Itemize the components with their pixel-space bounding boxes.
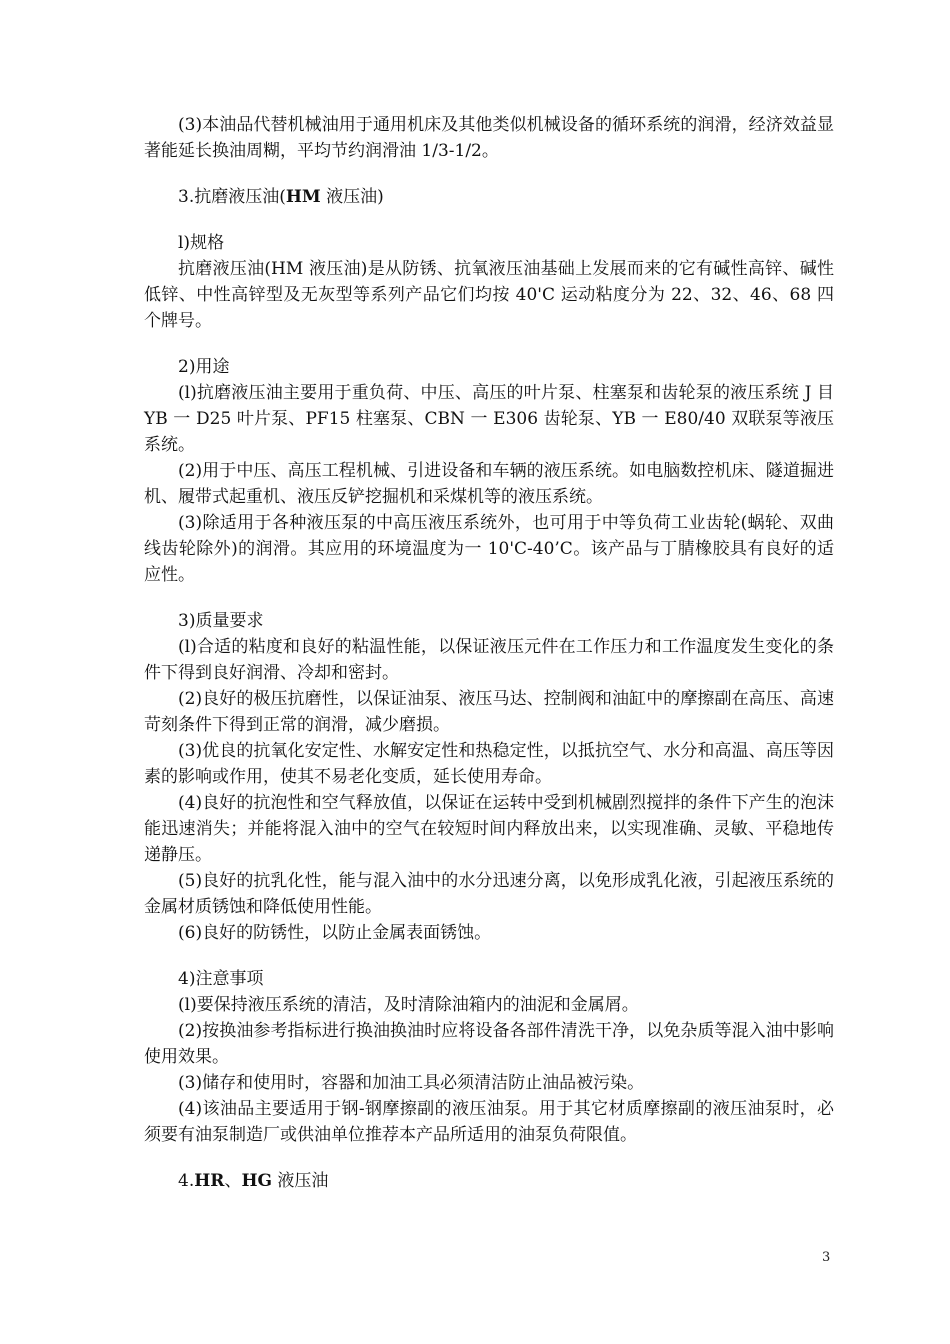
section-3-title-prefix: 3.抗磨液压油( (178, 187, 286, 207)
quality-item-6: (6)良好的防锈性，以防止金属表面锈蚀。 (178, 923, 492, 943)
use-item-1: (l)抗磨液压油主要用于重负荷、中压、高压的叶片泵、柱塞泵和齿轮泵的液压系统 J 目 YB 一 D25 叶片泵、PF15 柱塞泵、CBN 一 E306 齿轮泵、YB 一 E80/40 双联泵等液压系统。 (144, 383, 834, 455)
quality-item-4: (4)良好的抗泡性和空气释放值，以保证在运转中受到机械剧烈搅拌的条件下产生的泡沫能迅速消失；并能将混入油中的空气在较短时间内释放出来，以实现准确、灵敏、平稳地传递静压。 (144, 793, 834, 865)
section-4-title-suffix: 液压油 (272, 1171, 329, 1191)
quality-item-5: (5)良好的抗乳化性，能与混入油中的水分迅速分离，以免形成乳化液，引起液压系统的金属材质锈蚀和降低使用性能。 (144, 871, 834, 917)
quality-heading: 3)质量要求 (178, 611, 264, 631)
spec-paragraph: 抗磨液压油(HM 液压油)是从防锈、抗氧液压油基础上发展而来的它有碱性高锌、碱性低锌、中性高锌型及无灰型等系列产品它们均按 40'C 运动粘度分为 22、32、46、68 四个牌号。 (144, 259, 834, 331)
quality-item-3: (3)优良的抗氧化安定性、水解安定性和热稳定性，以抵抗空气、水分和高温、高压等因素的影响或作用，使其不易老化变质，延长使用寿命。 (144, 741, 834, 787)
section-3-title-bold: HM (285, 187, 321, 207)
spacer (144, 210, 834, 230)
use-item-2: (2)用于中压、高压工程机械、引进设备和车辆的液压系统。如电脑数控机床、隧道掘进机、履带式起重机、液压反铲挖掘机和采煤机等的液压系统。 (144, 461, 834, 507)
section-4-title-prefix: 4. (178, 1171, 195, 1191)
notes-item-4: (4)该油品主要适用于钢-钢摩擦副的液压油泵。用于其它材质摩擦副的液压油泵时，必须要有油泵制造厂或供油单位推荐本产品所适用的油泵负荷限值。 (144, 1099, 834, 1145)
spacer (144, 164, 834, 184)
document-body (144, 112, 834, 1194)
spacer (144, 334, 834, 354)
spacer (144, 588, 834, 608)
use-heading: 2)用途 (178, 357, 230, 377)
section-4-title-bold-hr: HR (194, 1171, 225, 1191)
notes-item-3: (3)储存和使用时，容器和加油工具必须清洁防止油品被污染。 (178, 1073, 645, 1093)
quality-item-2: (2)良好的极压抗磨性，以保证油泵、液压马达、控制阀和油缸中的摩擦副在高压、高速苛刻条件下得到正常的润滑，减少磨损。 (144, 689, 834, 735)
section-4-title (144, 1168, 834, 1194)
intro-paragraph: (3)本油品代替机械油用于通用机床及其他类似机械设备的循环系统的润滑，经济效益显著能延长换油周糊，平均节约润滑油 1/3-1/2。 (144, 115, 834, 161)
notes-heading: 4)注意事项 (178, 969, 264, 989)
quality-item-1: (l)合适的粘度和良好的粘温性能，以保证液压元件在工作压力和工作温度发生变化的条件下得到良好润滑、冷却和密封。 (144, 637, 834, 683)
section-4-title-bold-hg: HG (241, 1171, 273, 1191)
spacer (144, 946, 834, 966)
use-item-3: (3)除适用于各种液压泵的中高压液压系统外，也可用于中等负荷工业齿轮(蜗轮、双曲线齿轮除外)的润滑。其应用的环境温度为一 10'C-40’C。该产品与丁腈橡胶具有良好的适应性。 (144, 513, 834, 585)
section-3-title-suffix: 液压油) (320, 187, 384, 207)
spec-heading: l)规格 (178, 233, 225, 253)
notes-item-1: (l)要保持液压系统的清洁，及时清除油箱内的油泥和金属屑。 (178, 995, 639, 1015)
page-number: 3 (822, 1250, 831, 1265)
spacer (144, 1148, 834, 1168)
section-3-title (144, 184, 834, 210)
section-4-title-separator: 、 (224, 1171, 242, 1191)
notes-item-2: (2)按换油参考指标进行换油换油时应将设备各部件清洗干净，以免杂质等混入油中影响使用效果。 (144, 1021, 834, 1067)
